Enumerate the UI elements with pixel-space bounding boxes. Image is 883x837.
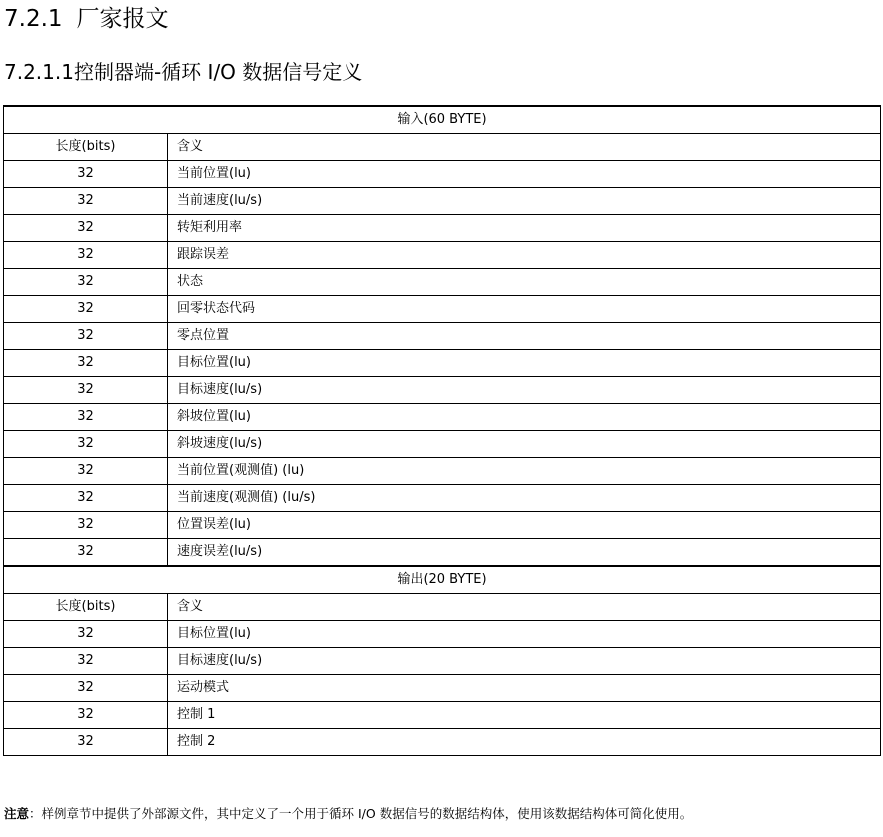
meaning-cell: 目标速度(lu/s) <box>168 377 881 404</box>
meaning-cell: 当前位置(lu) <box>168 161 881 188</box>
meaning-cell: 跟踪误差 <box>168 242 881 269</box>
length-cell: 32 <box>4 539 168 567</box>
meaning-cell: 目标位置(lu) <box>168 621 881 648</box>
meaning-cell: 斜坡位置(lu) <box>168 404 881 431</box>
length-cell: 32 <box>4 648 168 675</box>
meaning-cell: 当前速度(lu/s) <box>168 188 881 215</box>
section-heading <box>4 4 169 34</box>
meaning-cell: 回零状态代码 <box>168 296 881 323</box>
output-col-meaning: 含义 <box>168 594 881 621</box>
io-signal-table <box>3 105 881 756</box>
table-row <box>4 702 881 729</box>
meaning-cell: 目标速度(lu/s) <box>168 648 881 675</box>
length-cell: 32 <box>4 350 168 377</box>
table-row <box>4 485 881 512</box>
table-row <box>4 377 881 404</box>
meaning-cell: 转矩利用率 <box>168 215 881 242</box>
meaning-cell: 当前速度(观测值) (lu/s) <box>168 485 881 512</box>
length-cell: 32 <box>4 729 168 756</box>
subsection-heading: 7.2.1.1控制器端-循环 I/O 数据信号定义 <box>4 60 363 84</box>
length-cell: 32 <box>4 675 168 702</box>
input-col-length: 长度(bits) <box>4 134 168 161</box>
table-row <box>4 215 881 242</box>
meaning-cell: 控制 1 <box>168 702 881 729</box>
note-label: 注意 <box>4 806 30 821</box>
table-row <box>4 675 881 702</box>
table-row <box>4 431 881 458</box>
meaning-cell: 斜坡速度(lu/s) <box>168 431 881 458</box>
table-row <box>4 458 881 485</box>
meaning-cell: 目标位置(lu) <box>168 350 881 377</box>
length-cell: 32 <box>4 323 168 350</box>
table-row <box>4 729 881 756</box>
output-section-title: 输出(20 BYTE) <box>4 566 881 594</box>
input-header-row <box>4 134 881 161</box>
table-row <box>4 161 881 188</box>
length-cell: 32 <box>4 404 168 431</box>
table-row <box>4 269 881 296</box>
length-cell: 32 <box>4 242 168 269</box>
note-text: ：样例章节中提供了外部源文件，其中定义了一个用于循环 I/O 数据信号的数据结构体，使用该数据结构体可简化使用。 <box>29 806 693 821</box>
meaning-cell: 零点位置 <box>168 323 881 350</box>
table-row <box>4 539 881 567</box>
section-number: 7.2.1 <box>4 6 63 32</box>
length-cell: 32 <box>4 512 168 539</box>
meaning-cell: 位置误差(lu) <box>168 512 881 539</box>
length-cell: 32 <box>4 702 168 729</box>
length-cell: 32 <box>4 296 168 323</box>
table-row <box>4 512 881 539</box>
length-cell: 32 <box>4 431 168 458</box>
section-title: 厂家报文 <box>76 6 169 32</box>
meaning-cell: 速度误差(lu/s) <box>168 539 881 567</box>
table-row <box>4 242 881 269</box>
io-signal-table-body <box>4 106 881 756</box>
meaning-cell: 当前位置(观测值) (lu) <box>168 458 881 485</box>
output-header-row <box>4 594 881 621</box>
length-cell: 32 <box>4 215 168 242</box>
meaning-cell: 运动模式 <box>168 675 881 702</box>
table-row <box>4 648 881 675</box>
output-col-length: 长度(bits) <box>4 594 168 621</box>
length-cell: 32 <box>4 458 168 485</box>
length-cell: 32 <box>4 269 168 296</box>
table-row <box>4 188 881 215</box>
meaning-cell: 状态 <box>168 269 881 296</box>
length-cell: 32 <box>4 161 168 188</box>
output-section-row <box>4 566 881 594</box>
table-row <box>4 296 881 323</box>
meaning-cell: 控制 2 <box>168 729 881 756</box>
input-section-title: 输入(60 BYTE) <box>4 106 881 134</box>
table-row <box>4 350 881 377</box>
length-cell: 32 <box>4 188 168 215</box>
length-cell: 32 <box>4 621 168 648</box>
input-col-meaning: 含义 <box>168 134 881 161</box>
table-row <box>4 404 881 431</box>
length-cell: 32 <box>4 377 168 404</box>
input-section-row <box>4 106 881 134</box>
footnote <box>4 805 692 823</box>
table-row <box>4 323 881 350</box>
length-cell: 32 <box>4 485 168 512</box>
table-row <box>4 621 881 648</box>
